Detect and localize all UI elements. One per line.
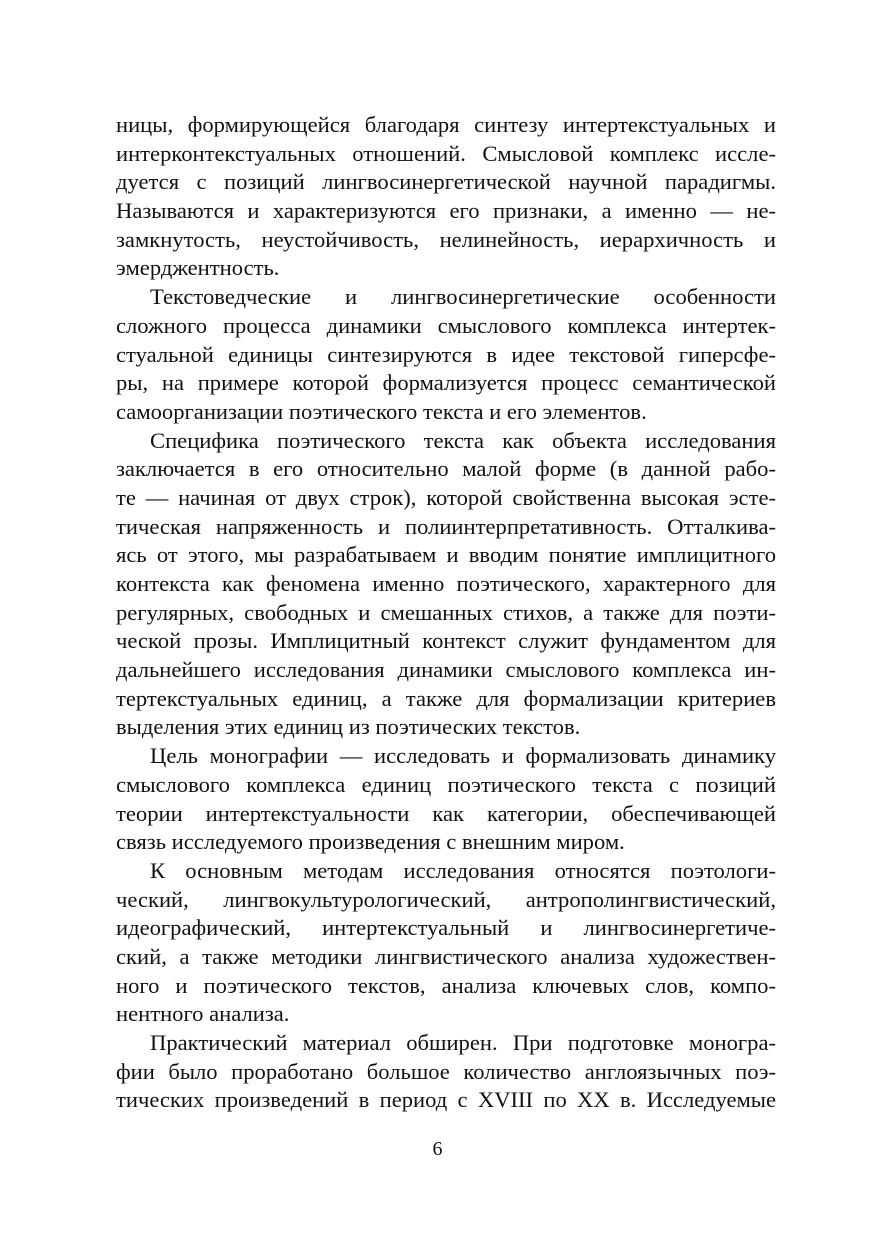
paragraph bbox=[116, 857, 776, 1029]
text-line: ясь от этого, мы разрабатываем и вводим понятие имплицитного bbox=[116, 542, 776, 568]
text-line: смыслового комплекса единиц поэтического текста с позиций bbox=[116, 771, 776, 797]
text-line: выделения этих единиц из поэтических текстов. bbox=[116, 714, 581, 740]
text-line: дальнейшего исследования динамики смыслового комплекса ин- bbox=[116, 657, 776, 683]
text-line: дуется с позиций лингвосинергетической научной парадигмы. bbox=[116, 169, 776, 195]
text-line: Текстоведческие и лингвосинергетические особенности bbox=[150, 284, 776, 310]
text-line: ский, а также методики лингвистического анализа художествен- bbox=[116, 943, 776, 969]
text-line: ры, на примере которой формализуется процесс семантической bbox=[116, 370, 776, 396]
text-line: ницы, формирующейся благодаря синтезу интертекстуальных и bbox=[116, 112, 776, 137]
page-body bbox=[116, 111, 776, 1115]
text-line: замкнутость, неустойчивость, нелинейность, иерархичность и bbox=[116, 226, 776, 252]
text-line: интерконтекстуальных отношений. Смысловой комплекс иссле- bbox=[116, 140, 776, 166]
paragraph bbox=[116, 1029, 776, 1115]
paragraph bbox=[116, 111, 776, 283]
text-line: ческий, лингвокультурологический, антрополингвистический, bbox=[116, 886, 776, 912]
text-line: фии было проработано большое количество англоязычных поэ- bbox=[116, 1058, 776, 1084]
text-line: тических произведений в период с XVIII по XX в. Исследуемые bbox=[116, 1087, 776, 1113]
text-line: сложного процесса динамики смыслового комплекса интертек- bbox=[116, 312, 776, 338]
text-line: контекста как феномена именно поэтического, характерного для bbox=[116, 571, 776, 596]
text-line: ного и поэтического текстов, анализа ключевых слов, компо- bbox=[116, 972, 776, 998]
page-number: 6 bbox=[432, 1138, 443, 1160]
paragraph bbox=[116, 742, 776, 857]
text-line: Цель монографии — исследовать и формализовать динамику bbox=[150, 743, 776, 769]
text-line: тическая напряженность и полиинтерпретативность. Отталкива- bbox=[116, 513, 776, 539]
text-line: эмерджентность. bbox=[116, 255, 280, 281]
text-line: тертекстуальных единиц, а также для формализации критериев bbox=[116, 685, 776, 711]
text-line: Называются и характеризуются его признаки, а именно — не- bbox=[116, 198, 776, 224]
text-line: ческой прозы. Имплицитный контекст служит фундаментом для bbox=[116, 628, 776, 654]
text-line: нентного анализа. bbox=[116, 1001, 290, 1027]
text-line: заключается в его относительно малой форме (в данной рабо- bbox=[116, 456, 776, 482]
text-line: Практический материал обширен. При подготовке моногра- bbox=[150, 1030, 776, 1055]
paragraph bbox=[116, 283, 776, 426]
text-line: стуальной единицы синтезируются в идее текстовой гиперсфе- bbox=[116, 341, 776, 367]
text-line: идеографический, интертекстуальный и лингвосинергетиче- bbox=[116, 915, 776, 941]
text-line: связь исследуемого произведения с внешним миром. bbox=[116, 829, 625, 855]
text-line: К основным методам исследования относятся поэтологи- bbox=[150, 857, 776, 883]
text-line: те — начиная от двух строк), которой свойственна высокая эсте- bbox=[116, 484, 776, 510]
text-line: Специфика поэтического текста как объекта исследования bbox=[150, 427, 776, 453]
paragraph bbox=[116, 427, 776, 743]
text-line: регулярных, свободных и смешанных стихов, а также для поэти- bbox=[116, 599, 776, 625]
text-line: теории интертекстуальности как категории, обеспечивающей bbox=[116, 800, 776, 826]
text-line: самоорганизации поэтического текста и его элементов. bbox=[116, 398, 647, 424]
